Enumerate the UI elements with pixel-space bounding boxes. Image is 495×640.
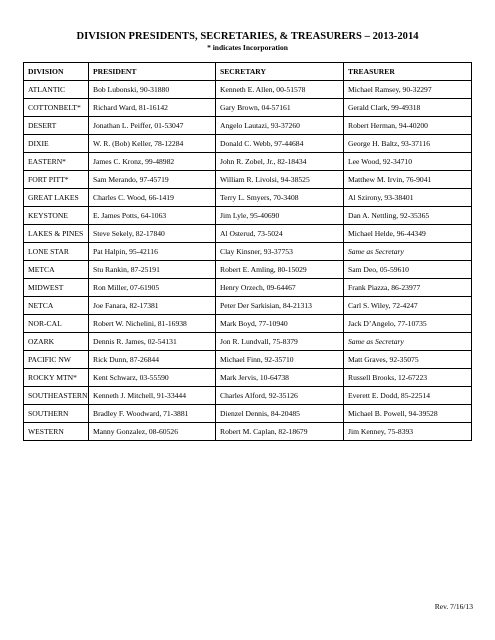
division-cell: LONE STAR: [24, 243, 89, 261]
table-row: [24, 261, 472, 279]
document-subtitle: * indicates Incorporation: [207, 43, 288, 52]
president-cell: Dennis R. James, 02-54131: [89, 333, 216, 351]
treasurer-cell: Michael Helde, 96-44349: [344, 225, 472, 243]
table-row: [24, 189, 472, 207]
president-cell: Steve Sekely, 82-17840: [89, 225, 216, 243]
secretary-cell: John R. Zobel, Jr., 82-18434: [216, 153, 344, 171]
secretary-cell: Robert E. Amling, 80-15029: [216, 261, 344, 279]
division-cell: SOUTHERN: [24, 405, 89, 423]
secretary-cell: Peter Der Sarkisian, 84-21313: [216, 297, 344, 315]
table-row: [24, 135, 472, 153]
secretary-cell: Kenneth E. Allen, 00-51578: [216, 81, 344, 99]
division-cell: FORT PITT*: [24, 171, 89, 189]
president-cell: Kenneth J. Mitchell, 91-33444: [89, 387, 216, 405]
president-cell: Kent Schwarz, 03-55590: [89, 369, 216, 387]
secretary-cell: Robert M. Caplan, 82-18679: [216, 423, 344, 441]
header-row: [24, 63, 472, 81]
table-row: [24, 351, 472, 369]
table-row: [24, 99, 472, 117]
president-cell: Bradley F. Woodward, 71-3881: [89, 405, 216, 423]
secretary-cell: William R. Livolsi, 94-38525: [216, 171, 344, 189]
column-header-division: DIVISION: [24, 63, 89, 81]
table-row: [24, 117, 472, 135]
president-cell: W. R. (Bob) Keller, 78-12284: [89, 135, 216, 153]
treasurer-cell: Same as Secretary: [344, 333, 472, 351]
division-cell: GREAT LAKES: [24, 189, 89, 207]
treasurer-cell: Michael B. Powell, 94-39528: [344, 405, 472, 423]
secretary-cell: Mark Boyd, 77-10940: [216, 315, 344, 333]
secretary-cell: Dienzel Dennis, 84-20485: [216, 405, 344, 423]
secretary-cell: Jim Lyle, 95-40690: [216, 207, 344, 225]
division-cell: COTTONBELT*: [24, 99, 89, 117]
treasurer-cell: Gerald Clark, 99-49318: [344, 99, 472, 117]
president-cell: Manny Gonzalez, 08-60526: [89, 423, 216, 441]
treasurer-cell: Matthew M. Irvin, 76-9041: [344, 171, 472, 189]
secretary-cell: Henry Orzech, 09-64467: [216, 279, 344, 297]
secretary-cell: Charles Alford, 92-35126: [216, 387, 344, 405]
table-row: [24, 243, 472, 261]
table-row: [24, 387, 472, 405]
table-body: [24, 81, 472, 441]
treasurer-cell: Russell Brooks, 12-67223: [344, 369, 472, 387]
president-cell: Pat Halpin, 95-42116: [89, 243, 216, 261]
president-cell: Charles C. Wood, 66-1419: [89, 189, 216, 207]
president-cell: Bob Lubonski, 90-31880: [89, 81, 216, 99]
president-cell: Stu Rankin, 87-25191: [89, 261, 216, 279]
division-cell: DESERT: [24, 117, 89, 135]
table-row: [24, 81, 472, 99]
division-cell: NOR-CAL: [24, 315, 89, 333]
table-row: [24, 333, 472, 351]
table-row: [24, 423, 472, 441]
division-cell: ROCKY MTN*: [24, 369, 89, 387]
division-cell: METCA: [24, 261, 89, 279]
secretary-cell: Angelo Lautazi, 93-37260: [216, 117, 344, 135]
treasurer-cell: Robert Herman, 94-40200: [344, 117, 472, 135]
table-row: [24, 153, 472, 171]
division-cell: SOUTHEASTERN: [24, 387, 89, 405]
treasurer-cell: Michael Ramsey, 90-32297: [344, 81, 472, 99]
table-row: [24, 171, 472, 189]
table-row: [24, 315, 472, 333]
revision-date: Rev. 7/16/13: [434, 602, 473, 611]
document-title: DIVISION PRESIDENTS, SECRETARIES, & TREASURERS – 2013-2014: [76, 31, 419, 42]
treasurer-cell: Frank Piazza, 86-23977: [344, 279, 472, 297]
treasurer-cell: Matt Graves, 92-35075: [344, 351, 472, 369]
president-cell: Sam Merando, 97-45719: [89, 171, 216, 189]
secretary-cell: Mark Jervis, 10-64738: [216, 369, 344, 387]
division-cell: WESTERN: [24, 423, 89, 441]
division-cell: EASTERN*: [24, 153, 89, 171]
division-cell: NETCA: [24, 297, 89, 315]
president-cell: Robert W. Nichelini, 81-16938: [89, 315, 216, 333]
division-cell: OZARK: [24, 333, 89, 351]
secretary-cell: Jon R. Lundvall, 75-8379: [216, 333, 344, 351]
officers-table: [23, 62, 472, 441]
table-row: [24, 369, 472, 387]
treasurer-cell: Everett E. Dodd, 85-22514: [344, 387, 472, 405]
column-header-treasurer: TREASURER: [344, 63, 472, 81]
treasurer-cell: Carl S. Wiley, 72-4247: [344, 297, 472, 315]
division-cell: ATLANTIC: [24, 81, 89, 99]
column-header-president: PRESIDENT: [89, 63, 216, 81]
treasurer-cell: Al Szirony, 93-38401: [344, 189, 472, 207]
secretary-cell: Michael Finn, 92-35710: [216, 351, 344, 369]
secretary-cell: Al Osterud, 73-5024: [216, 225, 344, 243]
president-cell: James C. Kronz, 99-48982: [89, 153, 216, 171]
secretary-cell: Clay Kinsner, 93-37753: [216, 243, 344, 261]
table-row: [24, 405, 472, 423]
secretary-cell: Donald C. Webb, 97-44684: [216, 135, 344, 153]
president-cell: Jonathan L. Peiffer, 01-53047: [89, 117, 216, 135]
president-cell: Rick Dunn, 87-26844: [89, 351, 216, 369]
treasurer-cell: Sam Deo, 05-59610: [344, 261, 472, 279]
secretary-cell: Gary Brown, 04-57161: [216, 99, 344, 117]
president-cell: E. James Potts, 64-1063: [89, 207, 216, 225]
treasurer-cell: George H. Baltz, 93-37116: [344, 135, 472, 153]
division-cell: PACIFIC NW: [24, 351, 89, 369]
treasurer-cell: Dan A. Nettling, 92-35365: [344, 207, 472, 225]
division-cell: LAKES & PINES: [24, 225, 89, 243]
treasurer-cell: Jack D’Angelo, 77-10735: [344, 315, 472, 333]
secretary-cell: Terry L. Smyers, 70-3408: [216, 189, 344, 207]
table-row: [24, 279, 472, 297]
president-cell: Ron Miller, 07-61905: [89, 279, 216, 297]
division-cell: MIDWEST: [24, 279, 89, 297]
division-cell: KEYSTONE: [24, 207, 89, 225]
president-cell: Joe Fanara, 82-17381: [89, 297, 216, 315]
division-cell: DIXIE: [24, 135, 89, 153]
treasurer-cell: Lee Wood, 92-34710: [344, 153, 472, 171]
treasurer-cell: Jim Kenney, 75-8393: [344, 423, 472, 441]
table-row: [24, 207, 472, 225]
treasurer-cell: Same as Secretary: [344, 243, 472, 261]
table-row: [24, 225, 472, 243]
column-header-secretary: SECRETARY: [216, 63, 344, 81]
president-cell: Richard Ward, 81-16142: [89, 99, 216, 117]
table-header: [24, 63, 472, 81]
table-row: [24, 297, 472, 315]
